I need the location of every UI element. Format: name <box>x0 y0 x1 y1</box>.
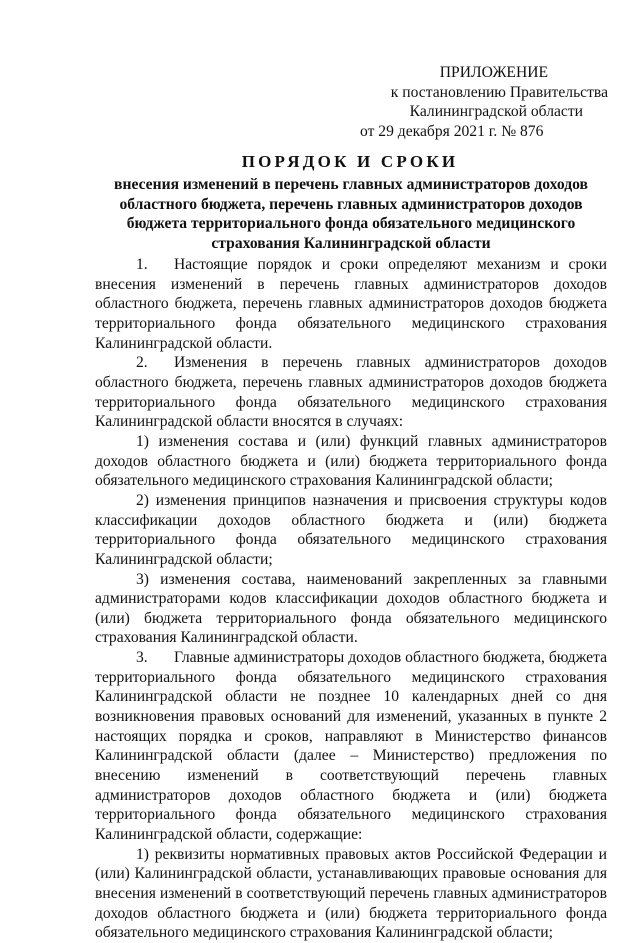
paragraph <box>95 255 607 353</box>
document-body <box>95 255 607 943</box>
appendix-date-number: от 29 декабря 2021 г. № 876 <box>360 122 544 140</box>
document-subtitle: внесения изменений в перечень главных администраторов доходов областного бюджета, перечень главных администраторов доходов бюджета территориального фонда обязательного медицинского страхования Калининградской области <box>114 176 588 252</box>
paragraph-text: 1) изменения состава и (или) функций главных администраторов доходов областного бюджета и (или) бюджета территориального фонда обязательного медицинского страхования Калининградской области; <box>95 432 607 490</box>
paragraph-text: Главные администраторы доходов областного бюджета, бюджета территориального фонда обязательного медицинского страхования Калининградской области не позднее 10 календарных дней со дня возникновения правовых оснований для изменений, указанных в пункте 2 настоящих порядка и сроков, направляют в Министерство финансов Калининградской области (далее – Министерство) предложения по внесению изменений в соответствующий перечень главных администраторов доходов областного бюджета и (или) бюджета территориального фонда обязательного медицинского страхования Калининградской области, содержащие: <box>95 649 607 844</box>
paragraph <box>95 570 607 649</box>
paragraph-text: 2) изменения принципов назначения и присвоения структуры кодов классификации доходов областного бюджета и (или) бюджета территориального фонда обязательного медицинского страхования Калининградской области; <box>95 491 607 568</box>
paragraph-number: 1. <box>136 256 148 273</box>
document-title: ПОРЯДОК И СРОКИ <box>241 152 459 171</box>
appendix-resolution: к постановлению Правительства <box>390 83 608 101</box>
paragraph <box>95 648 607 845</box>
paragraph-number: 2. <box>136 354 148 372</box>
paragraph <box>95 491 607 570</box>
paragraph-number: 3. <box>136 649 148 667</box>
paragraph-text: 1) реквизиты нормативных правовых актов Российской Федерации и (или) Калининградской области, устанавливающих правовые основания для внесения изменений в соответствующий перечень главных администраторов доходов областного бюджета и (или) бюджета территориального фонда обязательного медицинского страхования Калининградской области; <box>95 845 607 942</box>
paragraph <box>95 845 607 943</box>
paragraph-text: 3) изменения состава, наименований закрепленных за главными администраторами кодов классификации доходов областного бюджета и (или) бюджета территориального фонда обязательного медицинского страхования Калининградской области. <box>95 570 607 647</box>
appendix-label: ПРИЛОЖЕНИЕ <box>439 64 548 81</box>
paragraph-text: Изменения в перечень главных администраторов доходов областного бюджета, перечень главных администраторов доходов бюджета территориального фонда обязательного медицинского страхования Калининградской области вносятся в случаях: <box>95 354 607 431</box>
paragraph-text: Настоящие порядок и сроки определяют механизм и сроки внесения изменений в перечень главных администраторов доходов областного бюджета, перечень главных администраторов доходов бюджета территориального фонда обязательного медицинского страхования Калининградской области. <box>95 256 607 352</box>
appendix-header <box>340 63 608 141</box>
paragraph <box>95 353 607 432</box>
paragraph <box>95 432 607 491</box>
appendix-region: Калининградской области <box>409 103 583 121</box>
